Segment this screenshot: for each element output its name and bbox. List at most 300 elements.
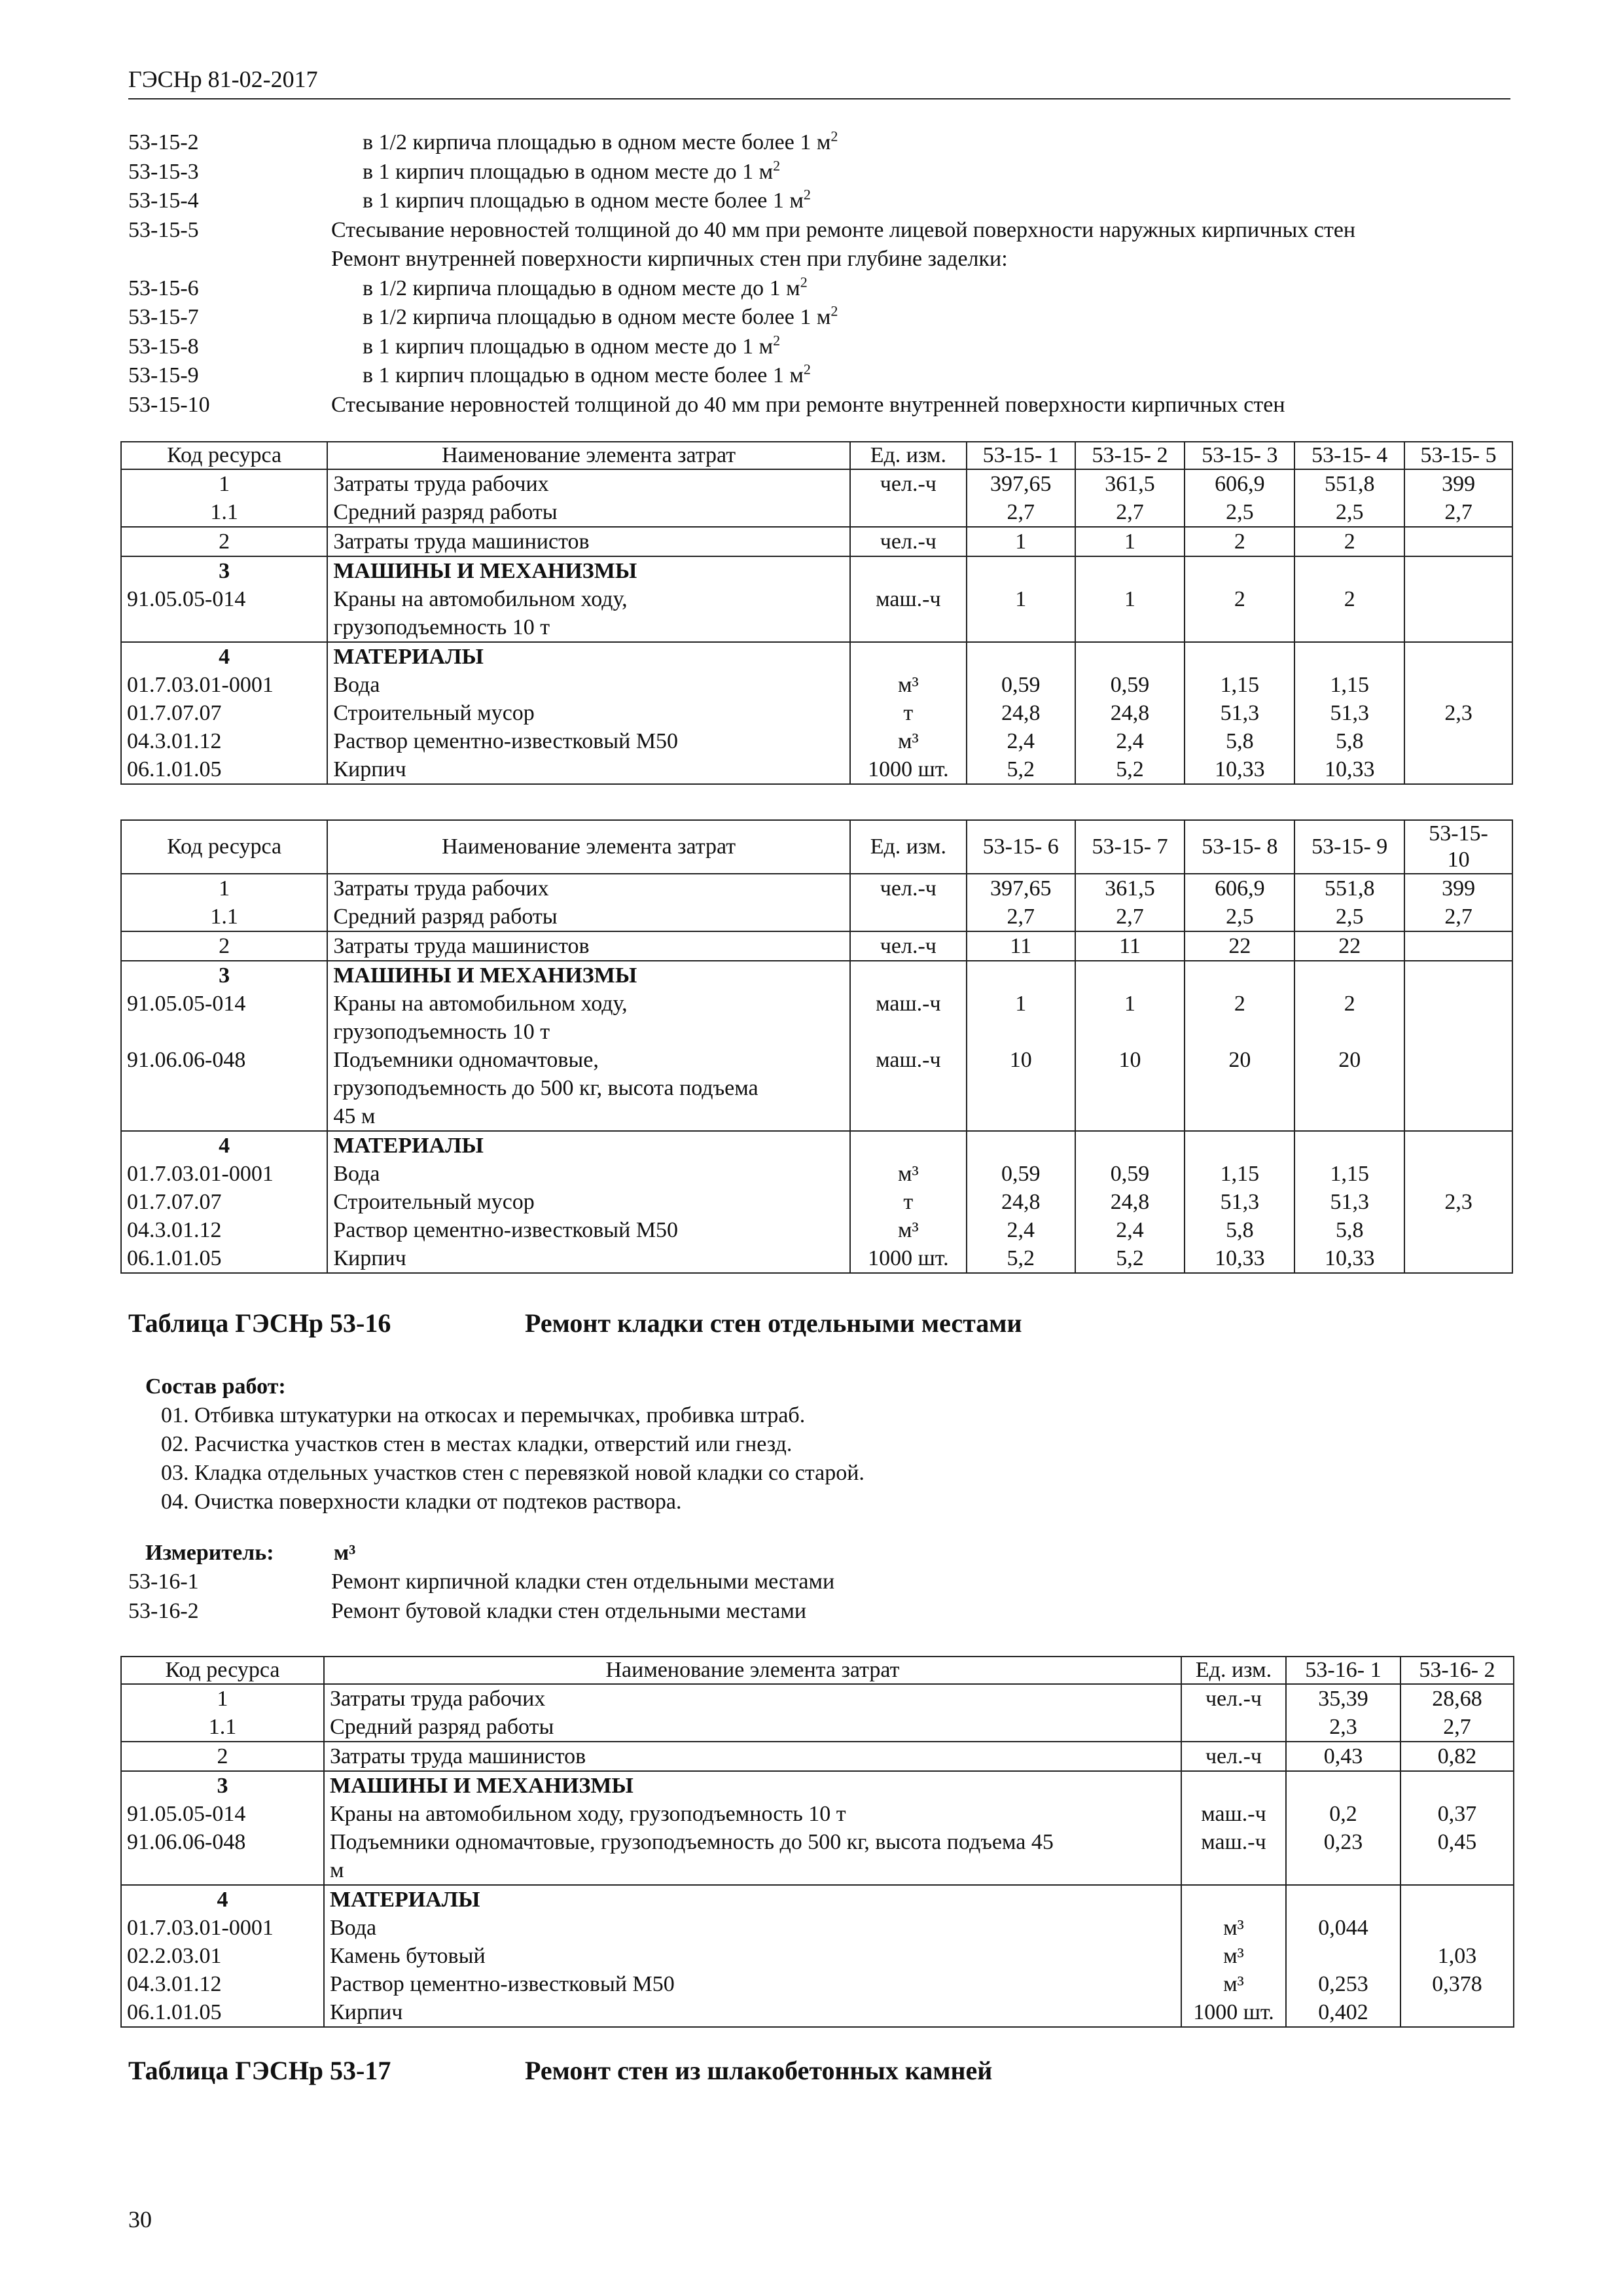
value: 2,7 — [1443, 1715, 1471, 1739]
resource-name: Вода — [330, 1916, 377, 1940]
value: 0,044 — [1318, 1916, 1368, 1940]
unit-value: м³ — [897, 1162, 919, 1186]
value: 11 — [1119, 934, 1141, 958]
value-cell — [967, 961, 1075, 1131]
value: 2 — [1234, 992, 1245, 1016]
resource-code-cell — [121, 642, 327, 784]
value — [1190, 961, 1289, 990]
table-row — [121, 527, 1512, 556]
resource-code: 01.7.03.01-0001 — [127, 1916, 274, 1940]
resource-code: 3 — [219, 559, 230, 583]
value: 51,3 — [1220, 1190, 1260, 1214]
value: 1 — [1015, 992, 1027, 1016]
resource-name: Строительный мусор — [333, 701, 535, 725]
value — [1410, 961, 1507, 990]
resource-code: 4 — [217, 1888, 228, 1912]
value-cell — [1404, 931, 1512, 961]
document-header-title: ГЭСНр 81-02-2017 — [128, 66, 318, 92]
unit-cell — [1181, 1885, 1286, 2027]
unit-value — [856, 1074, 961, 1102]
work-item: 01. Отбивка штукатурки на откосах и перемычках, пробивка штраб. — [161, 1403, 806, 1427]
resource-name: Камень бутовый — [330, 1944, 486, 1968]
value — [972, 643, 1069, 671]
value — [1081, 643, 1179, 671]
value-cell — [1404, 469, 1512, 527]
resource-name-cell — [327, 961, 850, 1131]
resource-code: 04.3.01.12 — [127, 1972, 222, 1996]
table-row — [121, 1885, 1514, 2027]
table-header-cell: Наименование элемента затрат — [327, 820, 850, 874]
value — [1410, 1074, 1507, 1102]
code-list-code: 53-15-10 — [128, 392, 210, 417]
resource-name: Подъемники одномачтовые, — [333, 1048, 599, 1072]
resource-code: 1.1 — [208, 1715, 237, 1739]
code-list-desc: Стесывание неровностей толщиной до 40 мм при ремонте внутренней поверхности кирпичных стен — [331, 392, 1285, 417]
code-list-code: 53-16-1 — [128, 1570, 199, 1594]
code-list-code: 53-15-9 — [128, 363, 199, 387]
value — [1190, 557, 1289, 585]
superscript: 2 — [803, 186, 811, 203]
code-list-row — [128, 1568, 1516, 1597]
value: 51,3 — [1220, 701, 1260, 725]
code-list-desc: в 1/2 кирпича площадью в одном месте до 1 $м^2$ — [363, 274, 808, 300]
value: 2,4 — [1007, 729, 1035, 753]
unit-value: чел.-ч — [880, 876, 936, 901]
table-header-cell: Код ресурса — [121, 1657, 324, 1684]
resource-code-cell — [121, 961, 327, 1131]
value: 51,3 — [1330, 1190, 1369, 1214]
value — [1410, 671, 1507, 699]
resource-name: грузоподъемность до 500 кг, высота подъема — [333, 1076, 758, 1100]
unit-value — [856, 1018, 961, 1046]
value-cell — [1404, 527, 1512, 556]
value: 1 — [1124, 992, 1136, 1016]
resource-name: Затраты труда рабочих — [330, 1687, 546, 1711]
value — [1292, 1772, 1395, 1800]
value: 11 — [1010, 934, 1032, 958]
value: 0,402 — [1318, 2000, 1368, 2024]
value: 1 — [1015, 529, 1027, 554]
value-cell — [1400, 1684, 1514, 1742]
resource-code-cell — [121, 1684, 324, 1742]
value — [1410, 585, 1507, 613]
value — [1406, 1914, 1508, 1942]
unit-cell — [850, 527, 967, 556]
code-list-row — [128, 303, 1516, 332]
resource-name: Вода — [333, 1162, 380, 1186]
resource-code-cell — [121, 1742, 324, 1771]
value: 2,7 — [1116, 500, 1144, 524]
resource-name: Краны на автомобильном ходу, грузоподъемность 10 т — [330, 1802, 846, 1826]
value-cell — [1404, 1131, 1512, 1273]
value-cell — [967, 556, 1075, 642]
value: 2,4 — [1116, 729, 1144, 753]
code-list-row — [128, 332, 1516, 362]
value — [972, 961, 1069, 990]
code-list-53-15 — [128, 128, 1516, 420]
resource-code: 91.05.05-014 — [127, 1802, 246, 1826]
unit-value: м³ — [897, 673, 919, 697]
table-header-cell: 53-15- 9 — [1294, 820, 1404, 874]
header-divider — [128, 98, 1510, 99]
value: 5,8 — [1335, 1218, 1364, 1242]
value-cell — [1294, 874, 1404, 931]
value: 2,7 — [1444, 500, 1472, 524]
unit-cell — [850, 961, 967, 1131]
unit-cell — [1181, 1771, 1286, 1885]
resource-code-cell — [121, 931, 327, 961]
value-cell — [967, 642, 1075, 784]
table-header-cell: 53-15- 4 — [1294, 442, 1404, 469]
value: 1,15 — [1330, 673, 1369, 697]
unit-value — [856, 1132, 961, 1160]
resource-code-cell — [121, 527, 327, 556]
resource-code: 3 — [219, 963, 230, 988]
value-cell — [1185, 931, 1294, 961]
value: 2,3 — [1329, 1715, 1357, 1739]
code-list-row — [128, 361, 1516, 391]
resource-name-cell — [327, 874, 850, 931]
value: 5,2 — [1007, 757, 1035, 781]
resource-name: Строительный мусор — [333, 1190, 535, 1214]
value: 10,33 — [1215, 757, 1265, 781]
value: 1 — [1124, 587, 1136, 611]
code-list-code: 53-15-7 — [128, 305, 199, 329]
resource-code: 3 — [217, 1774, 228, 1798]
value: 0,45 — [1437, 1830, 1477, 1854]
value — [1292, 1886, 1395, 1914]
table-53-16-title: Ремонт кладки стен отдельными местами — [525, 1308, 1022, 1338]
unit-value: чел.-ч — [880, 529, 936, 554]
resource-code: 01.7.03.01-0001 — [127, 673, 274, 697]
code-list-desc: в 1 кирпич площадью в одном месте до 1 $м^2$ — [363, 332, 781, 359]
table-53-17-title: Ремонт стен из шлакобетонных камней — [525, 2056, 993, 2085]
value — [1300, 961, 1399, 990]
value: 24,8 — [1001, 701, 1041, 725]
table-header-cell: Ед. изм. — [850, 442, 967, 469]
value: 24,8 — [1110, 701, 1150, 725]
value — [1081, 1018, 1179, 1046]
value — [972, 1102, 1069, 1130]
resource-name-cell — [327, 469, 850, 527]
resource-code-cell — [121, 1771, 324, 1885]
resource-code: 4 — [219, 645, 230, 669]
value: 10 — [1118, 1048, 1141, 1072]
table-header-cell: 53-15- 1 — [967, 442, 1075, 469]
resource-table-53-16 — [120, 1656, 1514, 2028]
value — [1410, 1132, 1507, 1160]
value — [1300, 1018, 1399, 1046]
value: 0,378 — [1432, 1972, 1482, 1996]
value: 1,15 — [1220, 673, 1260, 697]
unit-value — [1187, 1713, 1280, 1741]
value — [1406, 1998, 1508, 2026]
table-header-cell: Ед. изм. — [1181, 1657, 1286, 1684]
code-list-row — [128, 128, 1516, 158]
resource-name-cell — [324, 1742, 1181, 1771]
work-item: 03. Кладка отдельных участков стен с перевязкой новой кладки со старой. — [161, 1461, 865, 1485]
table-row — [121, 874, 1512, 931]
unit-value: чел.-ч — [880, 934, 936, 958]
unit-value: м³ — [1223, 1944, 1244, 1968]
resource-name: Раствор цементно-известковый М50 — [333, 729, 679, 753]
table-header-row — [121, 820, 1512, 874]
value-cell — [1294, 1131, 1404, 1273]
resource-name: Кирпич — [333, 1246, 406, 1270]
code-list-desc: Ремонт внутренней поверхности кирпичных стен при глубине заделки: — [331, 247, 1008, 271]
value: 2 — [1344, 992, 1355, 1016]
resource-code: 02.2.03.01 — [127, 1944, 222, 1968]
value-cell — [1185, 469, 1294, 527]
resource-code — [127, 1856, 318, 1884]
table-row — [121, 1684, 1514, 1742]
value: 20 — [1338, 1048, 1361, 1072]
value-cell — [1294, 469, 1404, 527]
value — [972, 1018, 1069, 1046]
value — [1081, 1102, 1179, 1130]
value: 5,2 — [1116, 757, 1144, 781]
value — [1410, 932, 1507, 960]
value — [1300, 557, 1399, 585]
code-list-code: 53-15-4 — [128, 188, 199, 213]
value — [1410, 990, 1507, 1018]
value: 5,8 — [1335, 729, 1364, 753]
resource-name: м — [330, 1858, 344, 1882]
value: 10 — [1009, 1048, 1032, 1072]
unit-value: 1000 шт. — [868, 1246, 949, 1270]
table-row — [121, 556, 1512, 642]
value — [1406, 1886, 1508, 1914]
code-list-desc: в 1/2 кирпича площадью в одном месте более 1 $м^2$ — [363, 128, 838, 154]
table-header-cell: 53-15- 2 — [1075, 442, 1185, 469]
value: 2 — [1344, 587, 1355, 611]
unit-value — [856, 498, 961, 526]
value: 1,03 — [1437, 1944, 1477, 1968]
table-row — [121, 961, 1512, 1131]
value: 51,3 — [1330, 701, 1369, 725]
value: 0,59 — [1110, 1162, 1150, 1186]
value — [972, 1074, 1069, 1102]
value — [1081, 1074, 1179, 1102]
value-cell — [1075, 931, 1185, 961]
value — [1190, 1018, 1289, 1046]
resource-code: 2 — [217, 1744, 228, 1768]
resource-code: 1.1 — [210, 905, 238, 929]
unit-value — [856, 557, 961, 585]
value-cell — [1404, 874, 1512, 931]
resource-code: 01.7.03.01-0001 — [127, 1162, 274, 1186]
unit-value — [856, 1102, 961, 1130]
value — [1190, 613, 1289, 641]
value: 2 — [1234, 529, 1245, 554]
resource-name: Средний разряд работы — [333, 905, 558, 929]
value: 399 — [1442, 472, 1476, 496]
value: 1 — [1124, 529, 1136, 554]
value: 2,5 — [1335, 500, 1364, 524]
value — [972, 613, 1069, 641]
value — [1410, 1160, 1507, 1188]
resource-name: грузоподъемность 10 т — [333, 1020, 550, 1044]
unit-value — [856, 961, 961, 990]
table-53-16-label: Таблица ГЭСНр 53-16 — [128, 1308, 391, 1338]
value: 551,8 — [1324, 876, 1375, 901]
code-list-row — [128, 274, 1516, 304]
table-header-cell: Код ресурса — [121, 442, 327, 469]
value: 361,5 — [1105, 876, 1155, 901]
value-cell — [1294, 642, 1404, 784]
superscript: 2 — [773, 332, 781, 349]
work-item: 04. Очистка поверхности кладки от подтеков раствора. — [161, 1490, 682, 1514]
table-header-cell: 53-15- 6 — [967, 820, 1075, 874]
value-cell — [1185, 961, 1294, 1131]
table-row — [121, 469, 1512, 527]
code-list-code: 53-15-6 — [128, 276, 199, 300]
value-cell — [1075, 469, 1185, 527]
resource-code — [127, 1102, 321, 1130]
value — [1410, 643, 1507, 671]
unit-cell — [850, 1131, 967, 1273]
unit-cell — [1181, 1742, 1286, 1771]
value: 0,59 — [1110, 673, 1150, 697]
code-list-code: 53-15-2 — [128, 130, 199, 154]
resource-table-53-15-1-5 — [120, 441, 1513, 785]
resource-code: 06.1.01.05 — [127, 1246, 222, 1270]
value: 2,3 — [1444, 701, 1472, 725]
table-header-cell: Код ресурса — [121, 820, 327, 874]
superscript: 2 — [773, 157, 781, 174]
table-row — [121, 1771, 1514, 1885]
code-list-code: 53-15-5 — [128, 217, 199, 242]
value: 0,253 — [1318, 1972, 1368, 1996]
value — [1081, 557, 1179, 585]
unit-value: чел.-ч — [1205, 1687, 1262, 1711]
value: 2 — [1344, 529, 1355, 554]
value — [1410, 1018, 1507, 1046]
value — [972, 557, 1069, 585]
work-composition-heading: Состав работ: — [145, 1374, 286, 1399]
resource-name: МАТЕРИАЛЫ — [333, 645, 484, 669]
unit-value: чел.-ч — [880, 472, 936, 496]
unit-value: 1000 шт. — [1193, 2000, 1274, 2024]
resource-code — [127, 1074, 321, 1102]
table-header-row — [121, 442, 1512, 469]
table-row — [121, 642, 1512, 784]
value — [1190, 1102, 1289, 1130]
unit-value: м³ — [897, 729, 919, 753]
value — [1292, 1942, 1395, 1970]
unit-cell — [1181, 1684, 1286, 1742]
value-cell — [1185, 556, 1294, 642]
superscript: 2 — [800, 274, 808, 291]
resource-name-cell — [327, 1131, 850, 1273]
resource-code: 91.06.06-048 — [127, 1830, 246, 1854]
table-header-cell: Наименование элемента затрат — [327, 442, 850, 469]
value-cell — [967, 1131, 1075, 1273]
value-cell — [1400, 1771, 1514, 1885]
resource-name: Затраты труда машинистов — [333, 529, 590, 554]
value — [1081, 1132, 1179, 1160]
unit-value: т — [903, 701, 914, 725]
resource-name: Кирпич — [333, 757, 406, 781]
value — [1410, 528, 1507, 556]
resource-code — [127, 613, 321, 641]
resource-name: грузоподъемность 10 т — [333, 615, 550, 639]
value-cell — [1075, 961, 1185, 1131]
table-header-cell: 53-15- 8 — [1185, 820, 1294, 874]
value — [1190, 1074, 1289, 1102]
resource-name: МАТЕРИАЛЫ — [330, 1888, 480, 1912]
resource-code — [127, 1018, 321, 1046]
value: 2,5 — [1335, 905, 1364, 929]
code-list-code: 53-16-2 — [128, 1598, 199, 1623]
value-cell — [1075, 527, 1185, 556]
value-cell — [1294, 931, 1404, 961]
work-composition — [145, 1372, 865, 1516]
resource-code: 01.7.07.07 — [127, 701, 222, 725]
value — [972, 1132, 1069, 1160]
value: 5,2 — [1007, 1246, 1035, 1270]
value — [1300, 1132, 1399, 1160]
value — [1406, 1856, 1508, 1884]
code-list-desc: в 1 кирпич площадью в одном месте до 1 $м^2$ — [363, 157, 781, 184]
resource-code: 4 — [219, 1134, 230, 1158]
unit-value: маш.-ч — [876, 1048, 941, 1072]
resource-name: Затраты труда рабочих — [333, 876, 549, 901]
resource-code-cell — [121, 874, 327, 931]
table-row — [121, 931, 1512, 961]
value-cell — [1400, 1885, 1514, 2027]
value-cell — [1404, 961, 1512, 1131]
code-list-desc: Ремонт бутовой кладки стен отдельными местами — [331, 1598, 807, 1623]
value — [1410, 1102, 1507, 1130]
unit-value: маш.-ч — [1201, 1830, 1266, 1854]
resource-code-cell — [121, 556, 327, 642]
value-cell — [1286, 1742, 1400, 1771]
resource-name: Затраты труда рабочих — [333, 472, 549, 496]
value: 0,59 — [1001, 1162, 1041, 1186]
resource-name: Вода — [333, 673, 380, 697]
code-list-desc: в 1 кирпич площадью в одном месте более 1 $м^2$ — [363, 361, 811, 387]
value-cell — [1075, 1131, 1185, 1273]
unit-value: чел.-ч — [1205, 1744, 1262, 1768]
value — [1410, 1046, 1507, 1074]
value: 2,7 — [1007, 500, 1035, 524]
unit-cell — [850, 874, 967, 931]
value: 2,5 — [1226, 905, 1254, 929]
unit-value: м³ — [1223, 1916, 1244, 1940]
unit-value: маш.-ч — [876, 992, 941, 1016]
resource-code: 91.06.06-048 — [127, 1048, 246, 1072]
value-cell — [1404, 556, 1512, 642]
value: 1,15 — [1330, 1162, 1369, 1186]
unit-value — [1187, 1886, 1280, 1914]
value-cell — [1075, 642, 1185, 784]
code-list-row — [128, 216, 1516, 245]
code-list-code — [128, 245, 331, 274]
unit-value — [856, 903, 961, 931]
unit-value: маш.-ч — [876, 587, 941, 611]
value: 1,15 — [1220, 1162, 1260, 1186]
value: 10,33 — [1215, 1246, 1265, 1270]
resource-name: Подъемники одномачтовые, грузоподъемность до 500 кг, высота подъема 45 — [330, 1830, 1054, 1854]
value-cell — [1185, 642, 1294, 784]
value-cell — [1404, 642, 1512, 784]
value: 399 — [1442, 876, 1476, 901]
resource-name: Раствор цементно-известковый М50 — [330, 1972, 675, 1996]
value: 5,2 — [1116, 1246, 1144, 1270]
resource-table-53-15-6-10 — [120, 819, 1513, 1274]
resource-code: 2 — [219, 934, 230, 958]
